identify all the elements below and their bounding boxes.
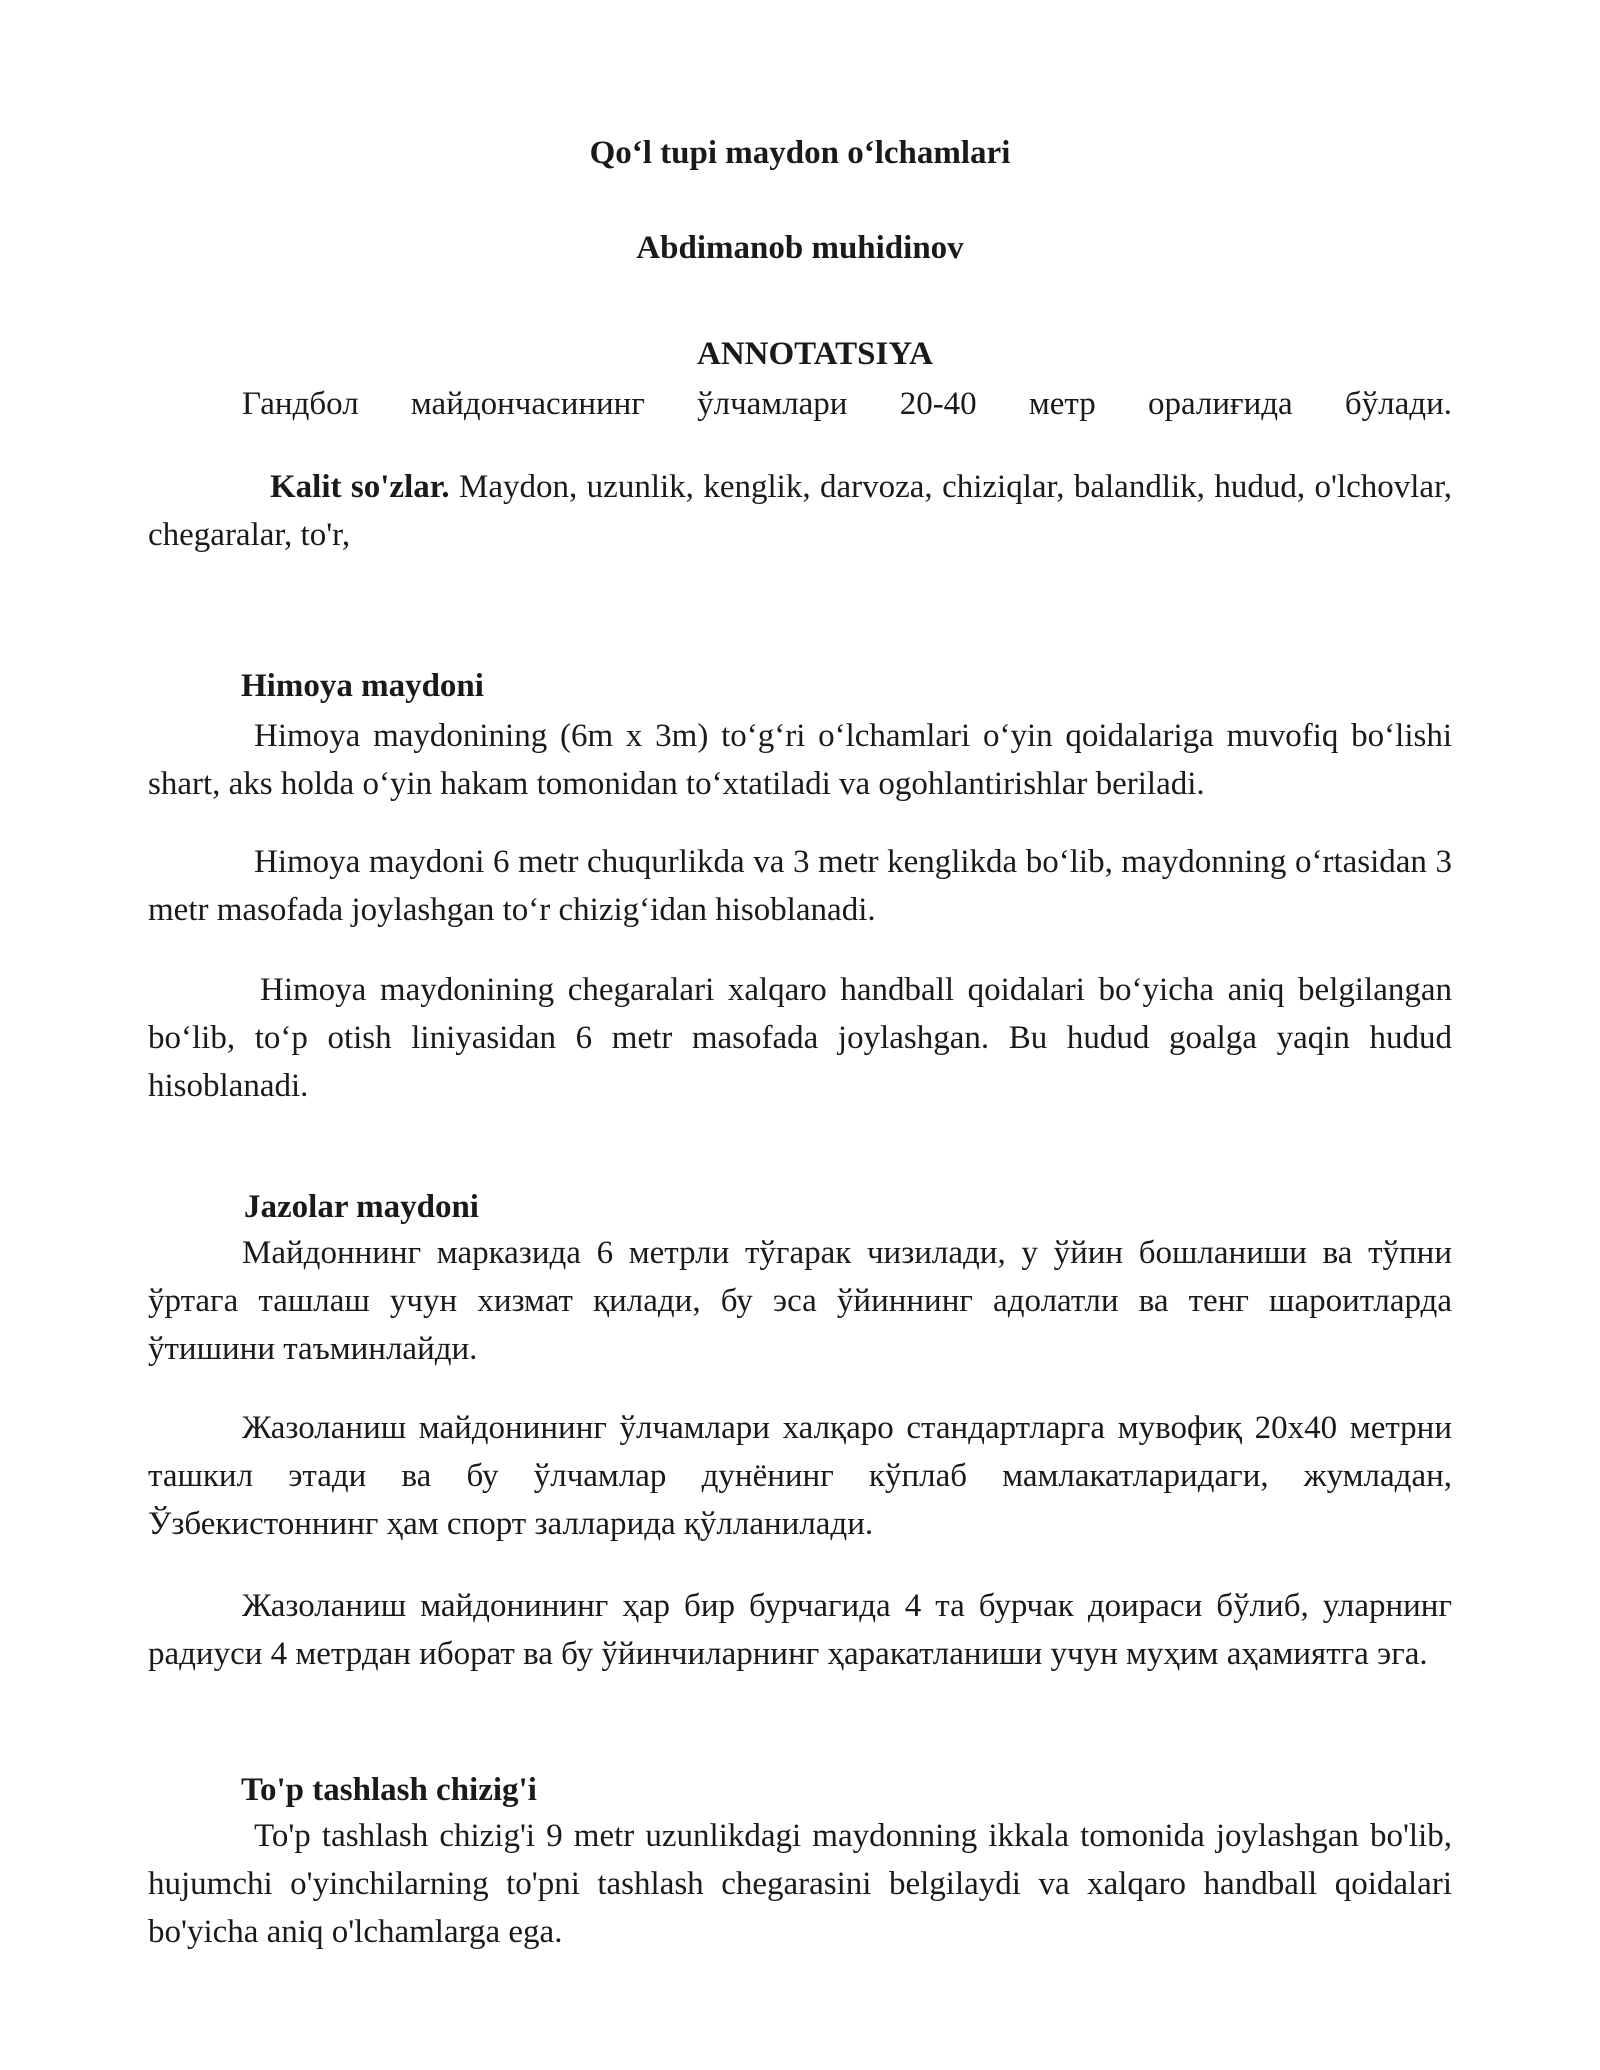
annotation-heading: ANNOTATSIYA	[697, 336, 933, 372]
author-name: Abdimanob muhidinov	[636, 230, 964, 266]
document-title: Qo‘l tupi maydon o‘lchamlari	[589, 135, 1011, 171]
section-paragraph: Himoya maydoni 6 metr chuqurlikda va 3 metr kenglikda bo‘lib, maydonning o‘rtasidan 3 metr masofada joylashgan to‘r chizig‘idan hisoblanadi.	[148, 844, 1452, 928]
section-paragraph: Himoya maydonining (6m x 3m) to‘g‘ri o‘lchamlari o‘yin qoidalariga muvofiq bo‘lishi shart, aks holda o‘yin hakam tomonidan to‘xtatiladi va ogohlantirishlar beriladi.	[148, 718, 1452, 802]
section-paragraph: Жазоланиш майдонининг ҳар бир бурчагида 4 та бурчак доираси бўлиб, уларнинг радиуси 4 метрдан иборат ва бу ўйинчиларнинг ҳаракатланиши учун муҳим аҳамиятга эга.	[148, 1588, 1452, 1672]
section-paragraph: Майдоннинг марказида 6 метрли тўгарак чизилади, у ўйин бошланиши ва тўпни ўртага ташлаш учун хизмат қилади, бу эса ўйиннинг адолатли ва тенг шароитларда ўтишини таъминлайди.	[148, 1235, 1452, 1367]
section-paragraph: To'p tashlash chizig'i 9 metr uzunlikdagi maydonning ikkala tomonida joylashgan bo'lib, hujumchi o'yinchilarning to'pni tashlash chegarasini belgilaydi va xalqaro handball qoidalari bo'yicha aniq o'lchamlarga ega.	[148, 1818, 1452, 1950]
section-paragraph: Himoya maydonining chegaralari xalqaro handball qoidalari bo‘yicha aniq belgilangan bo‘lib, to‘p otish liniyasidan 6 metr masofada joylashgan. Bu hudud goalga yaqin hudud hisoblanadi.	[148, 972, 1452, 1104]
keywords-paragraph	[148, 463, 1452, 559]
keywords-label: Kalit so'zlar.	[270, 469, 450, 505]
annotation-text: Гандбол майдончасининг ўлчамлари 20-40 метр оралиғида бўлади.	[242, 386, 1452, 422]
section-paragraph: Жазоланиш майдонининг ўлчамлари халқаро стандартларга мувофиқ 20х40 метрни ташкил этади ва бу ўлчамлар дунёнинг кўплаб мамлакатларидаги, жумладан, Ўзбекистоннинг ҳам спорт залларида қўлланилади.	[148, 1410, 1452, 1542]
section-heading: Himoya maydoni	[241, 668, 484, 704]
section-heading: Jazolar maydoni	[244, 1189, 479, 1225]
keywords-text: Maydon, uzunlik, kenglik, darvoza, chiziqlar, balandlik, hudud, o'lchovlar, chegaralar, to'r,	[148, 469, 1452, 553]
section-heading: To'p tashlash chizig'i	[241, 1772, 537, 1808]
